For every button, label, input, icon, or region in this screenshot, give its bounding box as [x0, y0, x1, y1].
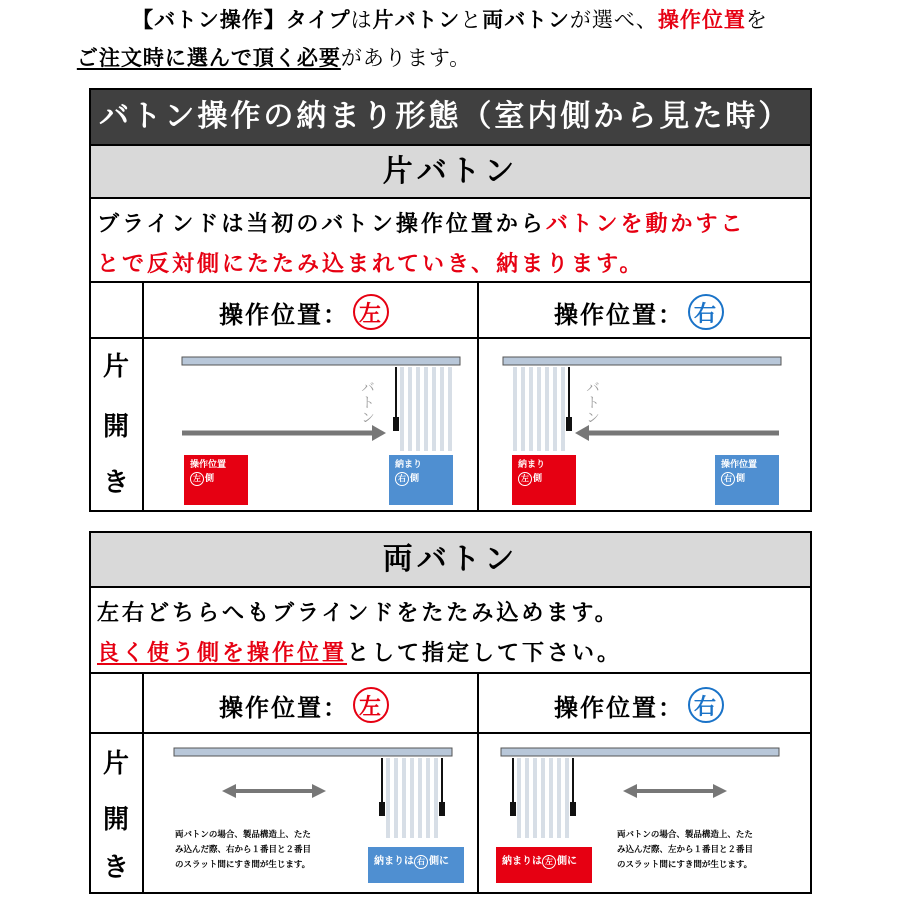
intro-segment: と: [460, 8, 483, 32]
baton-grip: [379, 802, 385, 816]
right-note: [617, 828, 753, 873]
box-suffix: 側: [410, 474, 420, 484]
stack-position-box: [512, 455, 576, 505]
box-suffix: 側: [533, 474, 543, 484]
note-line: のスラット間にすき間が生じます。: [175, 860, 311, 870]
position-right-header: [554, 290, 724, 334]
side-label-3: き: [102, 468, 129, 498]
box-suffix: 側に: [557, 856, 577, 867]
intro-segment: が選べ、: [569, 8, 658, 32]
section-title-single: 片バトン: [91, 146, 810, 199]
desc-segment: 良く使う側を操作位置: [97, 641, 348, 666]
note-line: み込んだ際、左から１番目と２番目: [617, 845, 754, 855]
desc-segment: とで反対側にたたみ込まれていき、納まります。: [97, 252, 645, 277]
intro-segment: ご注文時に選んで頂く必要: [76, 46, 341, 70]
intro-line-2: [0, 42, 724, 72]
position-left-header: [219, 683, 389, 727]
box-circle: 左: [190, 472, 204, 486]
arrow-head: [623, 784, 637, 798]
intro-segment: 操作位置: [657, 8, 746, 32]
headrail: [501, 748, 779, 756]
note-line: み込んだ際、右から１番目と２番目: [175, 845, 312, 855]
position-label: 操作位置：: [219, 300, 349, 329]
side-label-2: 開: [102, 805, 129, 835]
double-description-line-1: [97, 598, 810, 630]
operation-position-box: [184, 455, 248, 505]
desc-segment: バトンを動かすこ: [545, 212, 746, 237]
double-baton-table: [89, 531, 812, 894]
slat-stack: [388, 758, 436, 838]
box-circle: 左: [542, 855, 556, 869]
intro-segment: 【バトン操作】タイプ: [132, 8, 351, 32]
right-circle-badge: 右: [688, 294, 724, 330]
desc-segment: として指定して下さい。: [347, 641, 623, 666]
arrow-head: [312, 784, 326, 798]
section-title-double: 両バトン: [91, 533, 810, 588]
box-suffix: 側: [736, 474, 746, 484]
desc-segment: 左右どちらへもブラインドをたたみ込めます。: [97, 601, 620, 626]
baton-grip: [393, 417, 399, 431]
baton-caption: バトン: [584, 380, 600, 425]
position-label: 操作位置：: [554, 693, 684, 722]
note-line: のスラット間にすき間が生じます。: [617, 860, 753, 870]
baton-grip: [566, 417, 572, 431]
stack-position-box: [496, 847, 592, 883]
baton-grip: [510, 802, 516, 816]
single-description: [91, 199, 810, 283]
box-title: 操作位置: [721, 460, 758, 470]
left-circle-badge: 左: [353, 687, 389, 723]
position-right-header: [554, 683, 724, 727]
double-description: [91, 588, 810, 674]
side-label-1: 片: [102, 749, 129, 779]
slat-stack: [515, 367, 563, 451]
headrail: [503, 357, 781, 365]
intro-line-1: [0, 4, 900, 34]
stack-position-box: [389, 455, 453, 505]
position-label: 操作位置：: [554, 300, 684, 329]
left-note: [175, 828, 311, 873]
baton-caption: バトン: [359, 380, 375, 425]
headrail: [174, 748, 452, 756]
box-suffix: 側: [205, 474, 215, 484]
box-circle: 右: [721, 472, 735, 486]
side-label-3: き: [102, 853, 129, 883]
headrail: [182, 357, 460, 365]
side-label-2: 開: [102, 412, 129, 442]
double-description-line-2: [97, 638, 810, 670]
intro-segment: 片バトン: [372, 8, 461, 32]
box-circle: 左: [518, 472, 532, 486]
desc-segment: ブラインドは当初のバトン操作位置から: [97, 212, 546, 237]
arrow-head: [372, 425, 386, 441]
position-left-header: [219, 290, 389, 334]
intro-segment: は: [350, 8, 373, 32]
single-baton-table: [89, 88, 812, 512]
box-suffix: 側に: [429, 856, 449, 867]
arrow-head: [575, 425, 589, 441]
box-circle: 右: [414, 855, 428, 869]
operation-position-box: [715, 455, 779, 505]
position-label: 操作位置：: [219, 693, 349, 722]
stack-position-box: [368, 847, 464, 883]
table-title: バトン操作の納まり形態（室内側から見た時）: [91, 90, 810, 146]
box-title: 納まり: [395, 460, 423, 470]
box-prefix: 納まりは: [502, 856, 542, 867]
baton-grip: [570, 802, 576, 816]
single-description-line-1: [97, 209, 810, 241]
intro-segment: があります。: [340, 46, 472, 70]
slat-stack: [402, 367, 450, 451]
note-line: 両バトンの場合、製品構造上、たた: [617, 830, 753, 840]
arrow-head: [713, 784, 727, 798]
side-label-1: 片: [102, 352, 129, 382]
left-circle-badge: 左: [353, 294, 389, 330]
intro-segment: を: [745, 8, 768, 32]
single-description-line-2: [97, 249, 810, 281]
baton-grip: [439, 802, 445, 816]
box-prefix: 納まりは: [374, 856, 414, 867]
note-line: 両バトンの場合、製品構造上、たた: [175, 830, 311, 840]
box-circle: 右: [395, 472, 409, 486]
intro-segment: 両バトン: [482, 8, 570, 32]
slat-stack: [519, 758, 567, 838]
box-title: 操作位置: [190, 460, 227, 470]
arrow-head: [222, 784, 236, 798]
box-title: 納まり: [518, 460, 546, 470]
right-circle-badge: 右: [688, 687, 724, 723]
